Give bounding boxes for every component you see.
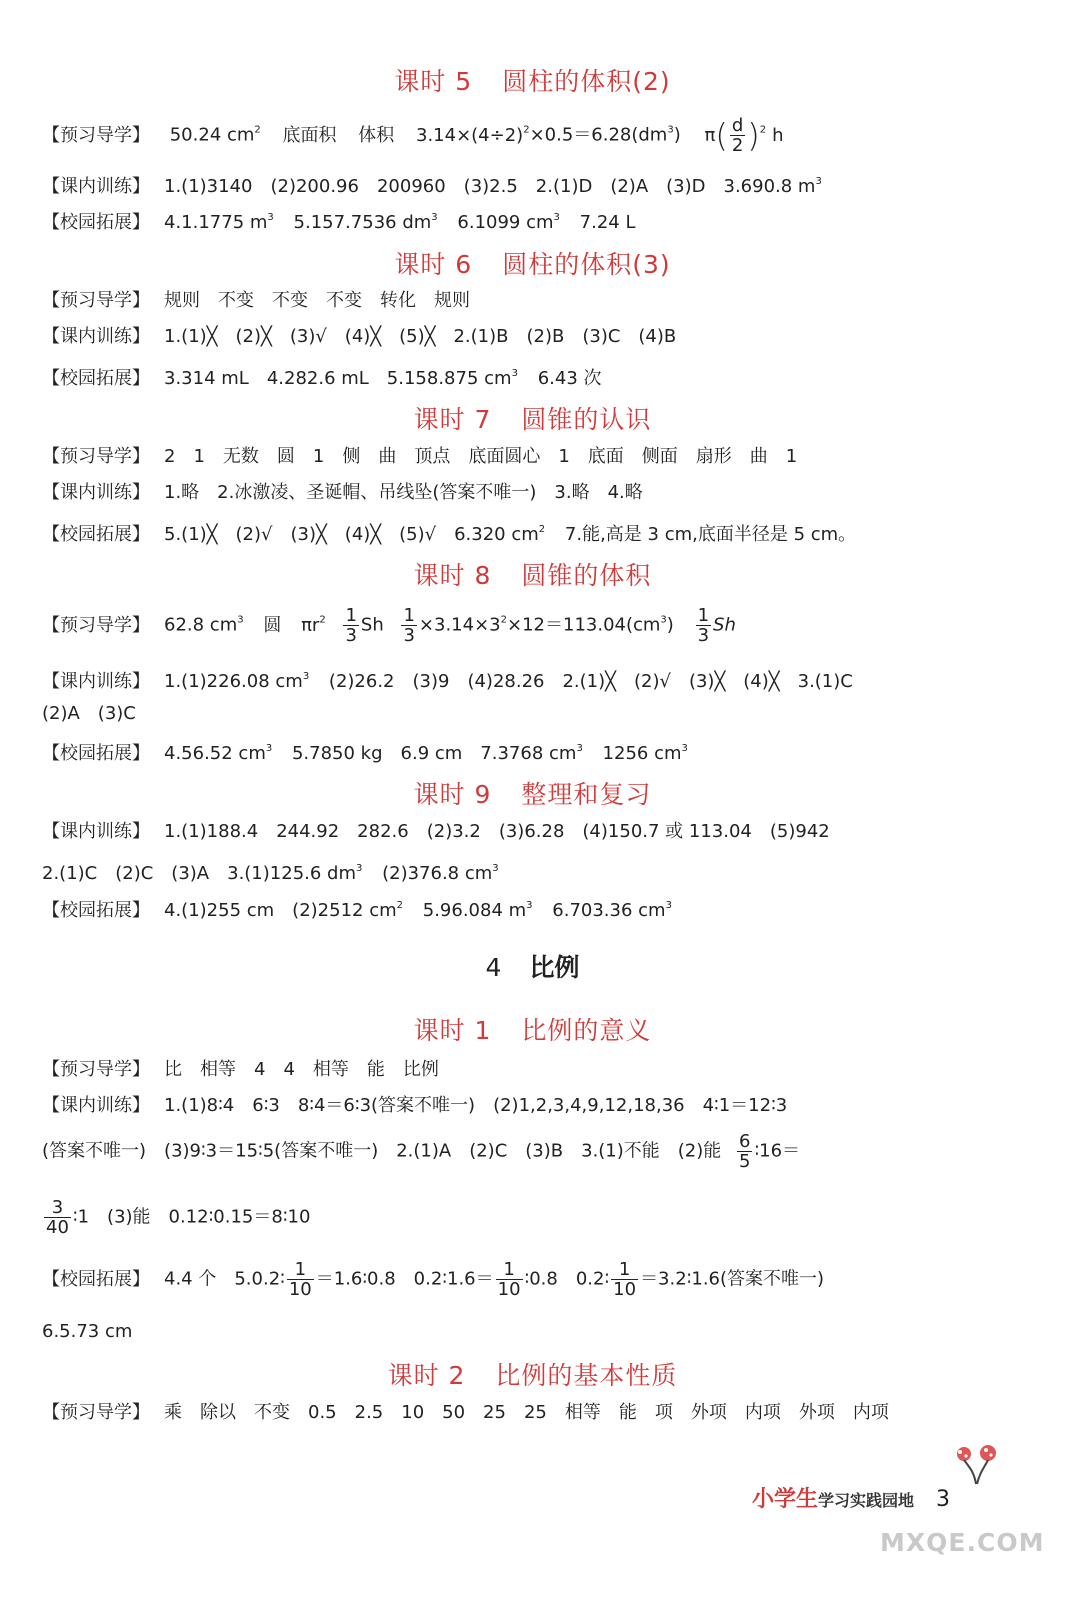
section-number: 课时 8: [413, 561, 492, 590]
answer-line: [42, 289, 470, 313]
preview-tag: 【预习导学】: [42, 446, 150, 467]
section-number: 课时 6: [394, 250, 473, 279]
superscript: 3: [576, 743, 583, 754]
answer-text: ∶1 (3)能 0.12∶0.15＝8∶10: [72, 1206, 311, 1228]
answer-text: 7.24 L: [579, 212, 636, 233]
footer-brand: 小学生: [752, 1487, 819, 1512]
section-number: 课时 9: [413, 780, 492, 809]
answer-line: [42, 606, 736, 645]
superscript: 3: [511, 368, 518, 379]
answer-line: [42, 1401, 889, 1425]
answer-text: 1.(1)226.08 cm: [164, 671, 303, 692]
answer-line: [42, 206, 635, 235]
answer-text: 6.1099 cm: [457, 212, 554, 233]
superscript: 2: [254, 124, 261, 136]
extension-tag: 【校园拓展】: [42, 368, 150, 389]
section-heading: [0, 556, 1065, 592]
superscript: 2: [500, 614, 507, 626]
section-number: 课时 1: [413, 1016, 492, 1045]
superscript: 3: [815, 176, 822, 187]
chapter-heading: [0, 948, 1065, 984]
chapter-number: 4: [485, 953, 502, 982]
extension-tag: 【校园拓展】: [42, 743, 150, 764]
superscript: 2: [523, 124, 530, 136]
answer-text: 比 相等 4 4 相等 能 比例: [164, 1059, 439, 1080]
answer-text: 62.8 cm: [164, 614, 238, 636]
answer-text: 2 1 无数 圆 1 侧 曲 顶点 底面圆心 1 底面 侧面 扇形 曲 1: [164, 446, 798, 467]
answer-line: [42, 1094, 787, 1118]
answer-line: [42, 857, 499, 886]
answer-line: [42, 1260, 824, 1299]
practice-tag: 【课内训练】: [42, 821, 150, 842]
preview-tag: 【预习导学】: [42, 614, 150, 636]
answer-text: 规则 不变 不变 不变 转化 规则: [164, 290, 470, 311]
superscript: 3: [265, 743, 273, 754]
superscript: 2: [759, 124, 767, 136]
practice-tag: 【课内训练】: [42, 671, 150, 692]
answer-line: [42, 1320, 132, 1344]
section-heading: [0, 775, 1065, 811]
superscript: 3: [660, 614, 667, 626]
answer-text: ＝3.2∶1.6(答案不唯一): [640, 1268, 825, 1290]
section-title: 圆柱的体积(2): [502, 67, 671, 96]
answer-line: [42, 737, 688, 766]
answer-text: ×0.5＝6.28(dm: [529, 124, 668, 146]
answer-text: Sh: [360, 614, 384, 636]
section-title: 整理和复习: [521, 780, 652, 809]
fraction: $\frac{1}{3}$: [345, 605, 357, 646]
extension-tag: 【校园拓展】: [42, 900, 150, 921]
superscript: 3: [553, 212, 560, 223]
answer-line: [42, 665, 853, 694]
footer: [752, 1482, 950, 1513]
answer-text: (2)A (3)C: [42, 703, 136, 724]
section-title: 圆锥的认识: [521, 405, 652, 434]
answer-text: ×12＝113.04(cm: [507, 614, 661, 636]
answer-text: 5.7850 kg 6.9 cm 7.3768 cm: [291, 743, 577, 764]
section-title: 圆柱的体积(3): [502, 250, 671, 279]
answer-line: 【预习导学】 50.24 $cm^2$ 底面积 体积 $3.14\times(4\div 2)^2\times 0.5=6.28(dm^3)$ π( $\frac{d}{2}$ )$^2$ h: [42, 115, 784, 156]
answer-text: 4.56.52 cm: [164, 743, 266, 764]
answer-text: 底面积: [282, 124, 337, 146]
answer-line: [42, 518, 856, 547]
footer-subtitle: 学习实践园地: [818, 1491, 915, 1510]
answer-text: 1.(1)╳ (2)╳ (3)√ (4)╳ (5)╳ 2.(1)B (2)B (3)C (4)B: [164, 326, 677, 347]
answer-text: 5.157.7536 dm: [293, 212, 432, 233]
section-number: 课时 7: [413, 405, 492, 434]
superscript: 2: [396, 900, 404, 911]
extension-tag: 【校园拓展】: [42, 212, 150, 233]
fraction: $\frac{1}{3}$: [697, 605, 710, 646]
watermark: MXQE.COM: [880, 1528, 1045, 1557]
section-heading: [0, 62, 1065, 98]
extension-tag: 【校园拓展】: [42, 1268, 150, 1290]
answer-line: [42, 445, 797, 469]
answer-line: [42, 362, 602, 391]
answer-line: [42, 894, 672, 923]
answer-text: 2.(1)C (2)C (3)A 3.(1)125.6 dm: [42, 863, 356, 884]
superscript: 3: [667, 124, 674, 136]
fraction: $\frac{1}{10}$: [613, 1259, 637, 1300]
practice-tag: 【课内训练】: [42, 482, 150, 503]
answer-line: [42, 1132, 800, 1171]
preview-tag: 【预习导学】: [42, 124, 150, 146]
answer-text: ×3.14×3: [418, 614, 501, 636]
flower-logo-icon: [950, 1442, 1006, 1486]
answer-text: 1.(1)8∶4 6∶3 8∶4＝6∶3(答案不唯一) (2)1,2,3,4,9,12,18,36 4∶1＝12∶3: [164, 1095, 788, 1116]
answer-text: 6.43 次: [537, 368, 602, 389]
fraction: $\frac{3}{40}$: [46, 1197, 69, 1238]
answer-line: [42, 820, 830, 844]
answer-text: ): [673, 124, 681, 146]
answer-text: 1.(1)3140 (2)200.96 200960 (3)2.5 2.(1)D (2)A (3)D 3.690.8 m: [164, 176, 816, 197]
superscript: 3: [681, 743, 688, 754]
answer-text: h: [772, 124, 784, 146]
answer-text: ∶0.8 0.2∶: [524, 1268, 610, 1290]
answer-line: [42, 1198, 310, 1237]
practice-tag: 【课内训练】: [42, 1095, 150, 1116]
superscript: 3: [492, 863, 499, 874]
practice-tag: 【课内训练】: [42, 326, 150, 347]
answer-text: 3.14×(4÷2): [416, 124, 524, 146]
answer-text: 4.4 个 5.0.2∶: [164, 1268, 285, 1290]
superscript: 3: [431, 212, 438, 223]
practice-tag: 【课内训练】: [42, 176, 150, 197]
answer-text: 体积: [358, 124, 395, 146]
answer-text: 1.(1)188.4 244.92 282.6 (2)3.2 (3)6.28 (4)150.7 或 113.04 (5)942: [164, 821, 830, 842]
answer-text: 6.703.36 cm: [552, 900, 666, 921]
answer-text: 5.96.084 m: [422, 900, 527, 921]
superscript: 3: [526, 900, 533, 911]
answer-text: ∶16＝: [754, 1140, 801, 1162]
superscript: 3: [237, 614, 244, 626]
answer-text: 乘 除以 不变 0.5 2.5 10 50 25 25 相等 能 项 外项 内项 外项 内项: [164, 1402, 889, 1423]
section-title: 圆锥的体积: [521, 561, 652, 590]
superscript: 3: [302, 671, 310, 682]
section-title: 比例的基本性质: [495, 1361, 678, 1390]
answer-text: 4.(1)255 cm (2)2512 cm: [164, 900, 397, 921]
answer-line: [42, 702, 136, 726]
answer-text: (2)26.2 (3)9 (4)28.26 2.(1)╳ (2)√ (3)╳ (4)╳ 3.(1)C: [328, 671, 853, 692]
answer-line: [42, 170, 822, 199]
answer-text: π: [704, 124, 716, 146]
fraction: $\frac{6}{5}$: [739, 1131, 751, 1172]
section-heading: [0, 245, 1065, 281]
answer-text: Sh: [713, 614, 736, 636]
answer-text: πr: [301, 614, 320, 636]
answer-text: ＝1.6∶0.8 0.2∶1.6＝: [315, 1268, 494, 1290]
superscript: 3: [267, 212, 274, 223]
answer-text: ): [666, 614, 674, 636]
extension-tag: 【校园拓展】: [42, 524, 150, 545]
superscript: 2: [538, 524, 546, 535]
section-heading: [0, 400, 1065, 436]
page-number: 3: [936, 1487, 951, 1512]
answer-line: [42, 481, 643, 505]
answer-text: 50.24 cm: [169, 124, 255, 146]
answer-text: 1256 cm: [602, 743, 682, 764]
answer-line: [42, 325, 676, 349]
answer-text: 7.能,高是 3 cm,底面半径是 5 cm。: [564, 524, 857, 545]
answer-text: 4.1.1775 m: [164, 212, 268, 233]
answer-text: (2)376.8 cm: [382, 863, 493, 884]
answer-text: 1.略 2.冰激凌、圣诞帽、吊线坠(答案不唯一) 3.略 4.略: [164, 482, 643, 503]
preview-tag: 【预习导学】: [42, 1402, 150, 1423]
superscript: 3: [665, 900, 672, 911]
fraction: $\frac{1}{10}$: [288, 1259, 312, 1300]
fraction: $\frac{1}{10}$: [497, 1259, 521, 1300]
section-number: 课时 5: [394, 67, 473, 96]
answer-text: (答案不唯一) (3)9∶3＝15∶5(答案不唯一) 2.(1)A (2)C (3)B 3.(1)不能 (2)能: [42, 1140, 722, 1162]
preview-tag: 【预习导学】: [42, 290, 150, 311]
answer-line: [42, 1058, 439, 1082]
answer-text: 5.(1)╳ (2)√ (3)╳ (4)╳ (5)√ 6.320 cm: [164, 524, 539, 545]
chapter-title: 比例: [529, 953, 580, 982]
superscript: 2: [319, 614, 326, 626]
superscript: 3: [356, 863, 363, 874]
section-heading: [0, 1011, 1065, 1047]
answer-text: 6.5.73 cm: [42, 1321, 133, 1342]
section-title: 比例的意义: [521, 1016, 652, 1045]
answer-text: 3.314 mL 4.282.6 mL 5.158.875 cm: [164, 368, 512, 389]
section-number: 课时 2: [387, 1361, 466, 1390]
fraction: $\frac{1}{3}$: [403, 605, 415, 646]
section-heading: [0, 1356, 1065, 1392]
answer-text: 圆: [263, 614, 282, 636]
fraction: $\frac{d}{2}$: [731, 115, 744, 156]
preview-tag: 【预习导学】: [42, 1059, 150, 1080]
